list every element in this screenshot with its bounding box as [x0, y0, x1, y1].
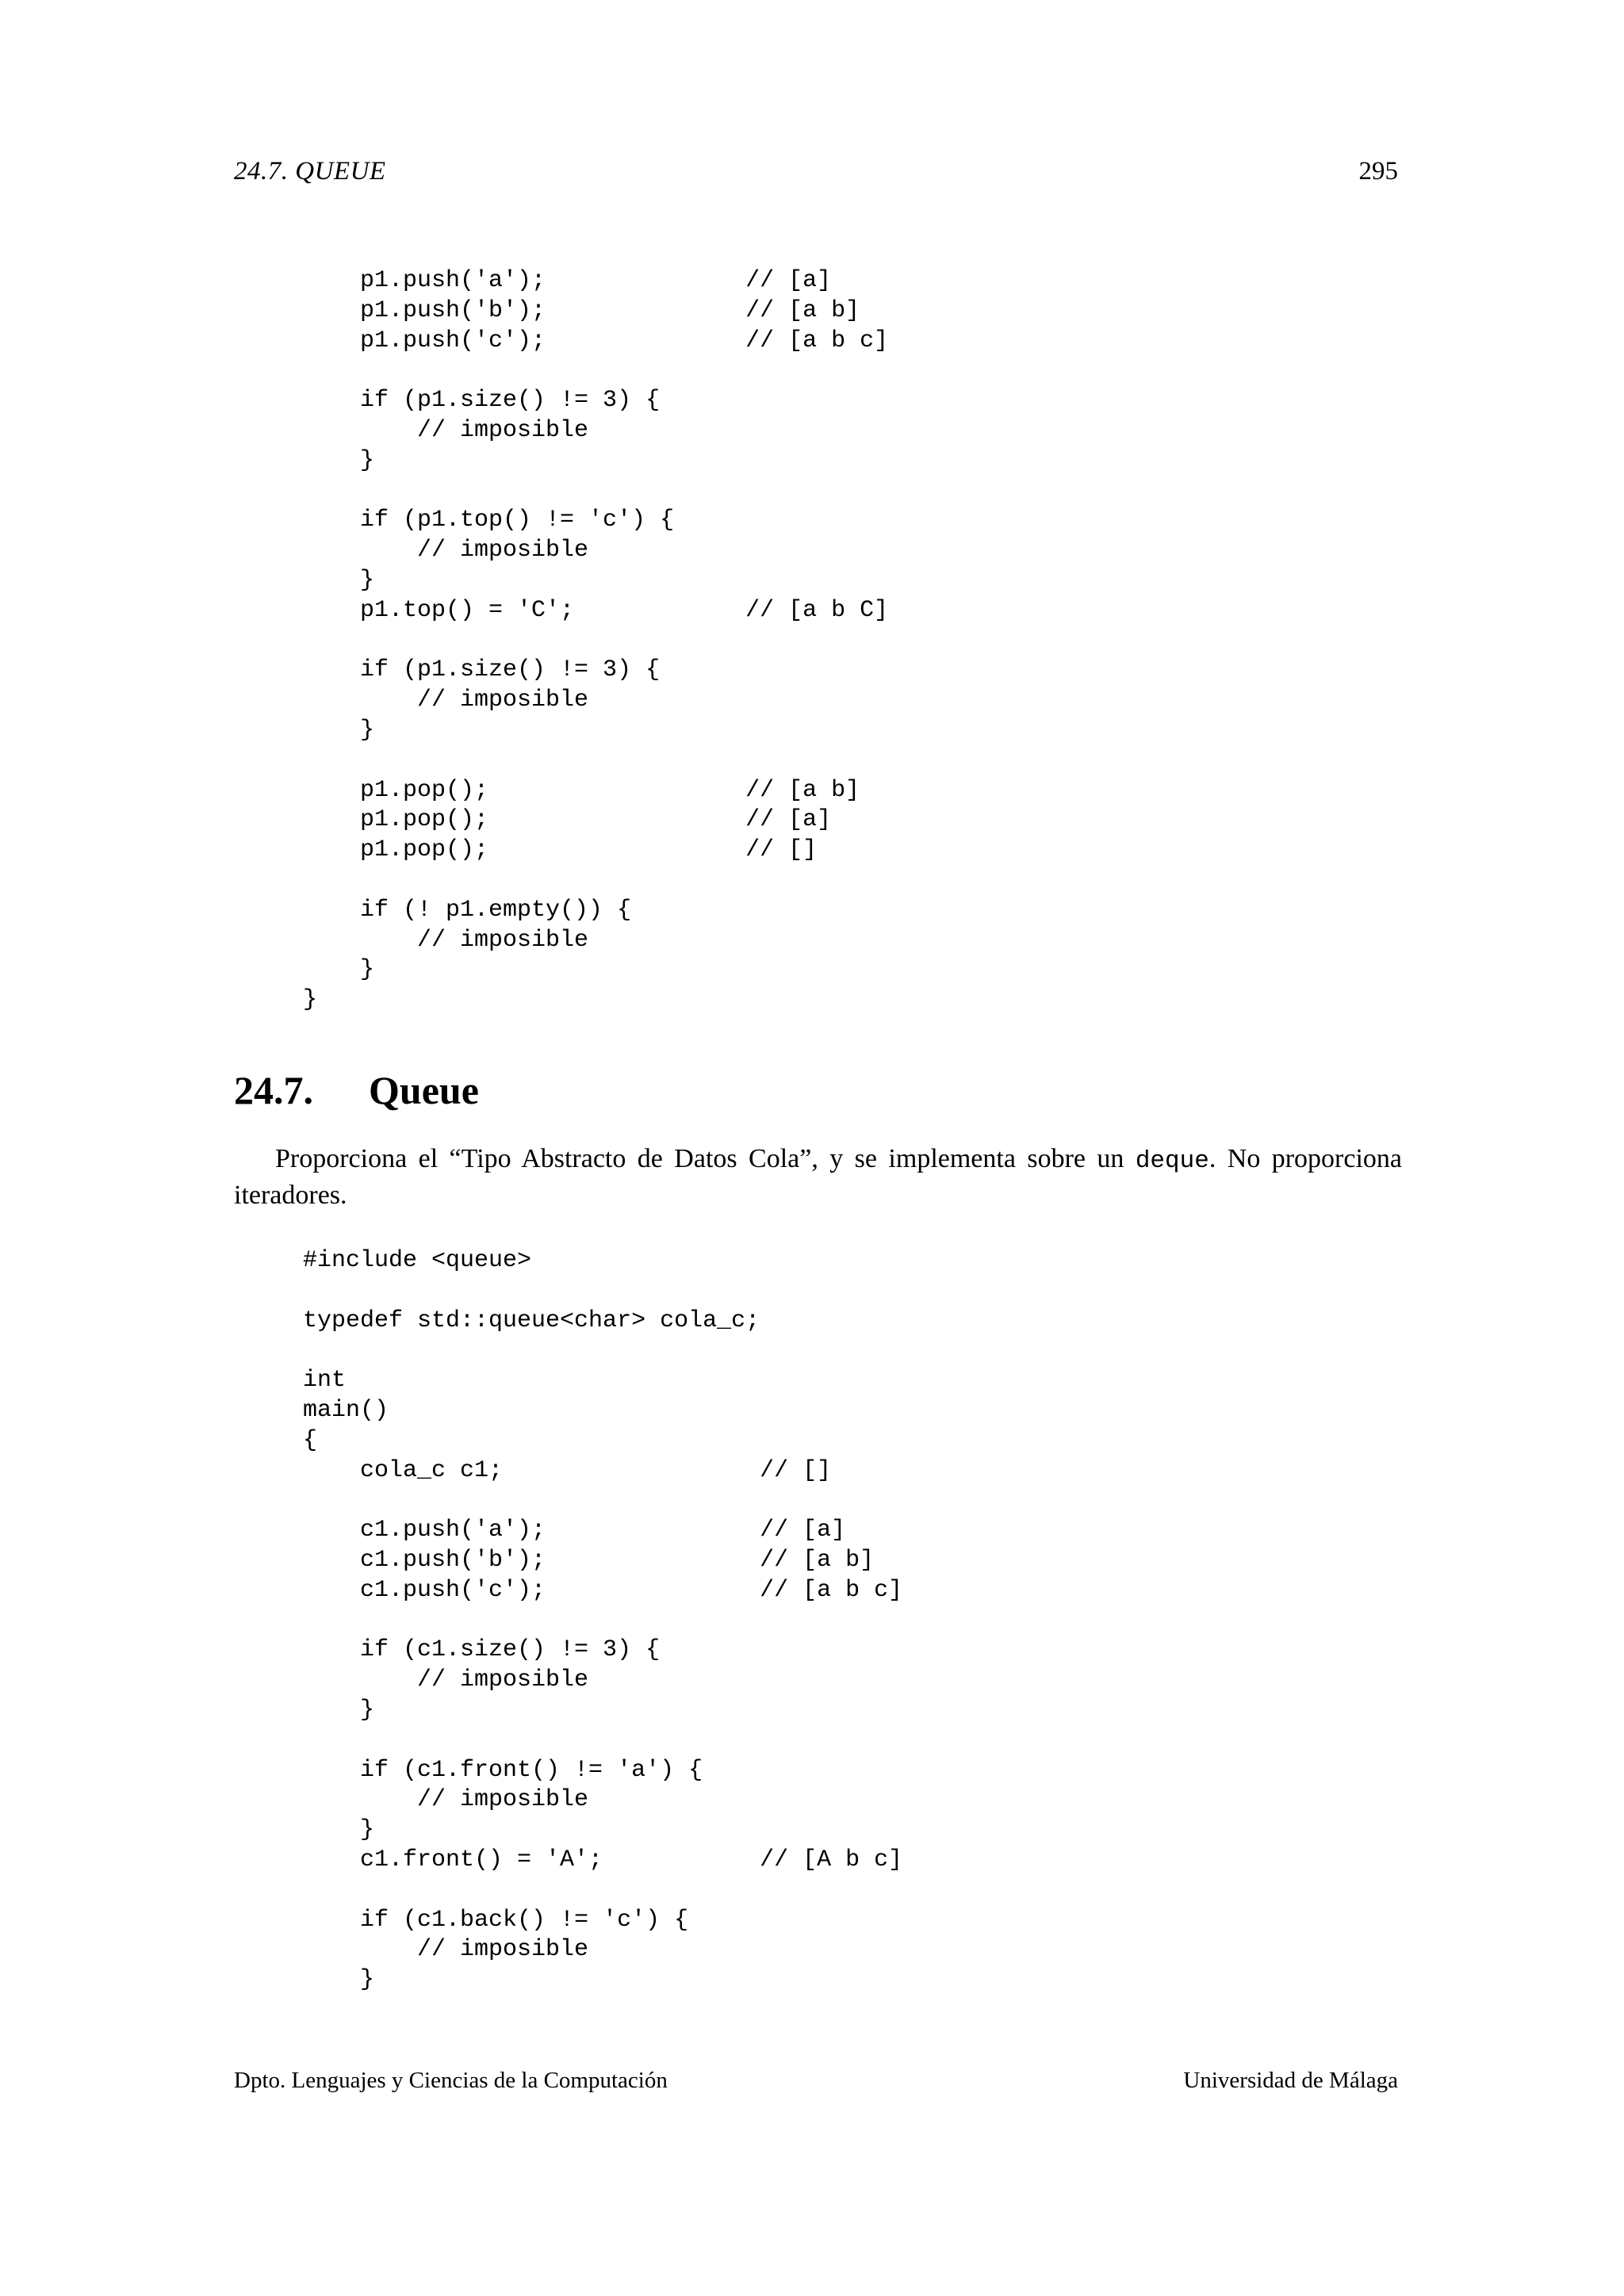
paragraph-text-before: Proporciona el “Tipo Abstracto de Datos Cola”, y se implementa sobre un	[275, 1144, 1136, 1173]
section-heading	[234, 1066, 479, 1114]
running-header	[234, 157, 1398, 195]
code-block-queue-example: #include <queue> typedef std::queue<char> cola_c; int main() { cola_c c1; // [] c1.push('a'); // [a] c1.push('b'); // [a b] c1.push('c'); // [a b c] if (c1.size() != 3) { // imposible } if (c1.front() != 'a') { // imposible } c1.front() = 'A'; // [A b c] if (c1.back() != 'c') { // imposible }	[303, 1247, 903, 1994]
section-number: 24.7.	[234, 1068, 313, 1112]
footer-university: Universidad de Málaga	[1183, 2068, 1398, 2093]
code-block-stack-example: p1.push('a'); // [a] p1.push('b'); // [a b] p1.push('c'); // [a b c] if (p1.size() != 3) { // imposible } if (p1.top() != 'c') { // imposible } p1.top() = 'C'; // [a b C] if (p1.size() != 3) { // imposible } p1.pop(); // [a b] p1.pop(); // [a] p1.pop(); // [] if (! p1.empty()) { // imposible } }	[303, 267, 889, 1014]
header-section-ref: 24.7. QUEUE	[234, 157, 386, 186]
section-title: Queue	[369, 1068, 479, 1112]
page-number: 295	[1358, 157, 1398, 186]
page-footer	[234, 2068, 1398, 2103]
section-paragraph	[234, 1142, 1402, 1212]
footer-department: Dpto. Lenguajes y Ciencias de la Computación	[234, 2068, 668, 2093]
paragraph-text-after: . No proporciona iteradores.	[234, 1144, 1403, 1210]
paragraph-code-term: deque	[1135, 1147, 1209, 1175]
